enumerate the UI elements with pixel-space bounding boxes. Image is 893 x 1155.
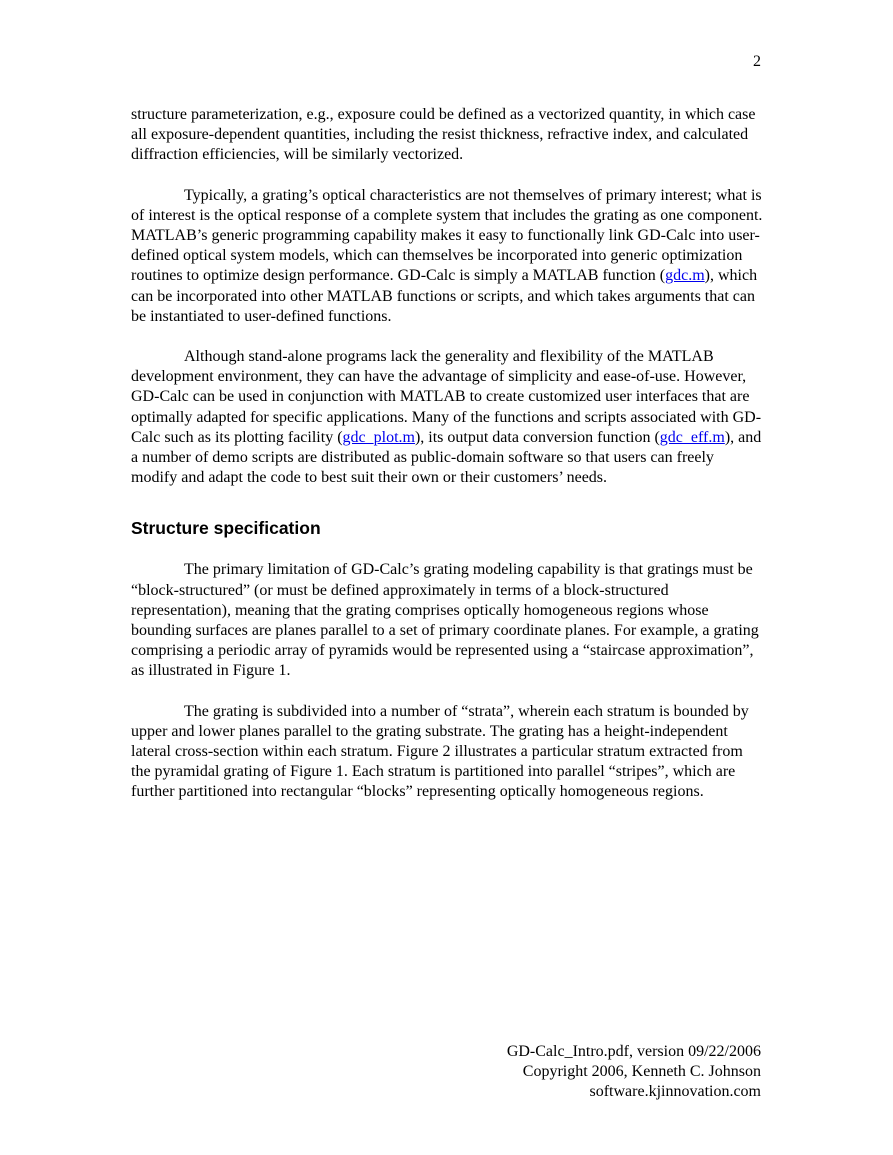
paragraph-3 [131, 347, 763, 488]
paragraph-5: The grating is subdivided into a number of “strata”, wherein each stratum is bounded by upper and lower planes parallel to the grating substrate. The grating has a height-independent lateral cross-section within each stratum. Figure 2 illustrates a particular stratum extracted from the pyramidal grating of Figure 1. Each stratum is partitioned into parallel “stripes”, which are further partitioned into rectangular “blocks” representing optically homogeneous regions. [131, 702, 749, 801]
gdc-eff-m-link[interactable]: gdc_eff.m [659, 428, 725, 446]
gdc-plot-m-link[interactable]: gdc_plot.m [342, 428, 415, 446]
paragraph-2-text-a: Typically, a grating’s optical characteristics are not themselves of primary interest; what is of interest is the optical response of a complete system that includes the grating as one component. MATLAB’s generic programming capability makes it easy to functionally link GD-Calc into user-defined optical system models, which can themselves be incorporated into generic optimization routines to optimize design performance. GD-Calc is simply a MATLAB function ( [131, 186, 763, 285]
page-footer [400, 1042, 761, 1103]
paragraph-2-text-b: ), which can be incorporated into other MATLAB functions or scripts, and which takes arguments that can be instantiated to user-defined functions. [131, 267, 758, 325]
paragraph-3-text-c: ), and a number of demo scripts are distributed as public-domain software so that users can freely modify and adapt the code to best suit their own or their customers’ needs. [131, 428, 762, 487]
paragraph-4: The primary limitation of GD-Calc’s grating modeling capability is that gratings must be “block-structured” (or must be defined approximately in terms of a block-structured representation), meaning that the grating comprises optically homogeneous regions whose bounding surfaces are planes parallel to a set of primary coordinate planes. For example, a grating comprising a periodic array of pyramids would be represented using a “staircase approximation”, as illustrated in Figure 1. [131, 561, 759, 680]
paragraph-3-text-a: Although stand-alone programs lack the generality and flexibility of the MATLAB development environment, they can have the advantage of simplicity and ease-of-use. However, GD-Calc can be used in conjunction with MATLAB to create customized user interfaces that are optimally adapted for specific applications. Many of the functions and scripts associated with GD-Calc such as its plotting facility ( [131, 348, 762, 446]
page-number: 2 [753, 53, 761, 70]
document-body [131, 105, 763, 823]
footer-copyright: Copyright 2006, Kenneth C. Johnson [522, 1063, 761, 1081]
footer-website: software.kjinnovation.com [589, 1083, 761, 1101]
paragraph-3-text-b: ), its output data conversion function ( [414, 428, 660, 446]
paragraph-1: structure parameterization, e.g., exposure could be defined as a vectorized quantity, in which case all exposure-dependent quantities, including the resist thickness, refractive index, and calculated diffraction efficiencies, will be similarly vectorized. [131, 106, 756, 164]
section-heading: Structure specification [131, 518, 321, 539]
footer-filename-version: GD-Calc_Intro.pdf, version 09/22/2006 [506, 1043, 761, 1060]
paragraph-2 [131, 186, 763, 327]
gdc-m-link[interactable]: gdc.m [665, 267, 705, 285]
